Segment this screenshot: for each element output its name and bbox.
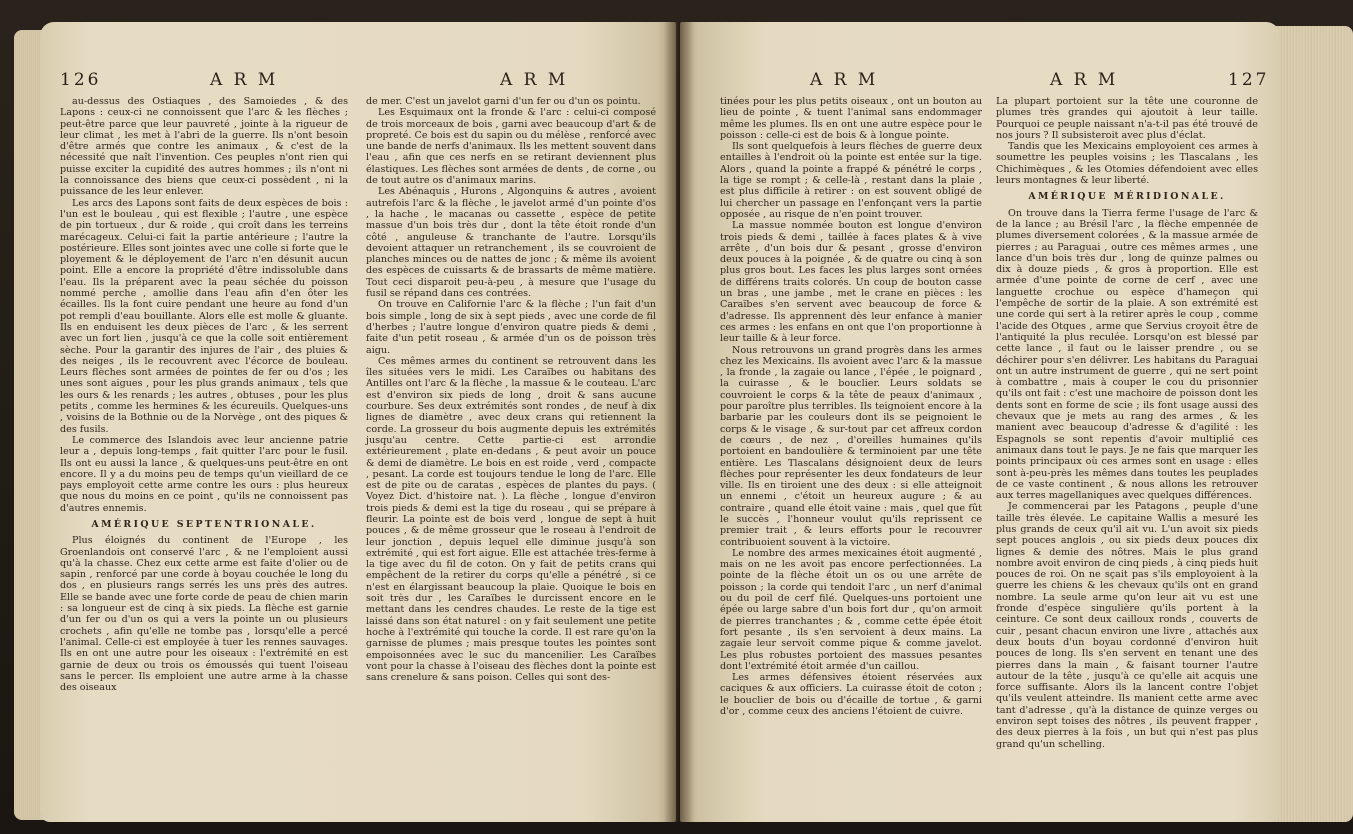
left-running-head-1: A R M: [210, 70, 279, 90]
paragraph: Les arcs des Lapons sont faits de deux espèces de bois : l'un est le bouleau , qui est flexible ; l'autre , une espèce de pin tortueux , dur & roide , qui croît dans les terreins marécageux. Celui-ci fait la partie antérieure ; l'autre la postérieure. Elles sont jointes avec une colle si forte que le ployement & le déployement de l'arc n'en désunit aucun point. Elle a encore la propriété d'être indissoluble dans l'eau. Ils la préparent avec la peau séchée du poisson nommé perche , amollie dans l'eau afin d'en ôter les écailles. Ils la font cuire pendant une heure au fond d'un pot rempli d'eau bouillante. Alors elle est molle & gluante. Ils en enduisent les deux pièces de l'arc , & les serrent avec un fort lien , jusqu'à ce que la colle soit entièrement sèche. Pour la garantir des injures de l'air , des pluies & des neiges , ils le recouvrent avec l'écorce de bouleau. Leurs flèches sont armées de pointes de fer ou d'os ; les unes sont aigues , pour les plus grands animaux , tels que les ours & les renards ; les autres , obtuses , pour les plus petits , comme les hermines & les écureuils. Quelques-uns , voisins de la Bothnie ou de la Norvège , ont des piques & des fusils.: [60, 197, 348, 435]
left-running-head-2: A R M: [500, 70, 569, 90]
paragraph: tinées pour les plus petits oiseaux , ont un bouton au lieu de pointe , & tuent l'animal sans endommager même les plumes. Ils en ont une autre espèce pour le poisson : celle-ci est de bois & à longue pointe.: [720, 96, 982, 141]
book-gutter: [664, 22, 694, 822]
right-page-number: 127: [1228, 70, 1270, 90]
paragraph: au-dessus des Ostiaques , des Samoiedes , & des Lapons : ceux-ci ne connoissent que l'arc & les flèches ; peut-être parce que leur pauvreté , jointe à la rigueur de leur climat , les met à l'abri de la guerre. Ils n'ont besoin d'être armés que contre les animaux , & c'est de la nécessité que naît l'invention. Ces peuples n'ont rien qui puisse exciter la cupidité des autres hommes ; ils n'ont ni la connoissance des biens que ceux-ci possèdent , ni la puissance de les leur enlever.: [60, 96, 348, 198]
paragraph: On trouve dans la Tierra ferme l'usage de l'arc & de la lance ; au Brésil l'arc , la flèche empennée de plumes diversement colorées , & la massue armée de pierres ; au Paraguai , outre ces mêmes armes , une lance d'un bois très dur , long de quinze palmes ou dix à douze pieds , & gros à proportion. Elle est armée d'une pointe de corne de cerf , avec une languette crochue ou espèce d'hameçon qui l'empêche de sortir de la plaie. A son extrémité est une corde qui sert à la retirer après le coup , comme l'acide des Otques , arme que Servius croyoit être de l'antiquité la plus reculée. Lorsqu'on est blessé par cette lance , il faut ou le laisser prendre , ou se déchirer pour s'en délivrer. Les habitans du Paraguai ont un autre instrument de guerre , qui ne sert point à combattre , mais à couper le cou du prisonnier qu'ils ont fait : c'est une machoire de poisson dont les dents sont en forme de scie ; ils font usage aussi des chevaux que je mets au rang des armes , & les manient avec beaucoup d'adresse & d'agilité : les Espagnols se sont repentis d'avoir multiplié ces animaux dans tout le pays. Je ne fais que marquer les points principaux où ces armes sont en usage : elles sont à-peu-près les mêmes dans toutes les peuplades de ce vaste continent , & nous allons les retrouver aux terres magellaniques avec quelques différences.: [996, 207, 1258, 502]
paragraph: Nous retrouvons un grand progrès dans les armes chez les Mexicains. Ils avoient avec l'arc & la massue , la fronde , la zagaie ou lance , l'épée , le poignard , la cuirasse , & le bouclier. Leurs soldats se couvroient le corps & la tête de peaux d'animaux , pour paroître plus terribles. Ils teignoient encore à la barbarie par les couleurs dont ils se peignoient le corps & le visage , & sur-tout par cet affreux cordon de cœurs , de nez , d'oreilles humaines qu'ils portoient en bandoulière & terminoient par une tête entière. Les Tlascalans désignoient deux de leurs flèches pour représenter les deux fondateurs de leur ville. Ils en tiroient une des deux : si elle atteignoit un ennemi , c'étoit un heureux augure ; & au contraire , quand elle étoit vaine : mais , quel que fût le succès , l'honneur voulut qu'ils reprissent ce premier trait , & leurs efforts pour le recouvrer contribuoient souvent à la victoire.: [720, 344, 982, 548]
right-running-head-1: A R M: [810, 70, 879, 90]
paragraph: Tandis que les Mexicains employoient ces armes à soumettre les peuples voisins ; les Tlascalans , les Chichimèques , & les Otomies défendoient avec elles leurs montagnes & leur liberté.: [996, 141, 1258, 187]
right-column-2: [996, 96, 1258, 796]
paragraph: La plupart portoient sur la tête une couronne de plumes très grandes qui ajoutoit à leur taille. Pourquoi ce peuple naissant n'a-t-il pas été trouvé de nos jours ? Il subsisteroit avec plus d'éclat.: [996, 96, 1258, 141]
paragraph: Les armes défensives étoient réservées aux caciques & aux officiers. La cuirasse étoit de coton ; le bouclier de bois ou d'écaille de tortue , & garni d'or , comme ceux des anciens l'étoient de cuivre.: [720, 672, 982, 718]
paragraph: On trouve en Californie l'arc & la flèche ; l'un fait d'un bois simple , long de six à sept pieds , avec une corde de fil d'herbes ; l'autre longue d'environ quatre pieds & demi , faite d'un petit roseau , & armée d'un os de poisson très aigu.: [366, 299, 656, 356]
section-title: AMÉRIQUE SEPTENTRIONALE.: [91, 518, 317, 530]
left-page: [40, 22, 676, 822]
right-column-1: [720, 96, 982, 796]
paragraph: Les Esquimaux ont la fronde & l'arc : celui-ci composé de trois morceaux de bois , garni avec beaucoup d'art & de propreté. Ce bois est du sapin ou du mélèse , renforcé avec une bande de nerfs d'animaux. Ils les mettent souvent dans l'eau , afin que ces nerfs en se retirant deviennent plus élastiques. Les flèches sont armées de dents , de corne , ou de tout autre os d'animaux marins.: [366, 107, 656, 187]
paragraph: Je commencerai par les Patagons , peuple d'une taille très élevée. Le capitaine Wallis a mesuré les plus grands de ceux qu'il ait vu. L'un avoit six pieds sept pouces anglois , ou six pieds deux pouces dix lignes & demie des nôtres. Mais le plus grand nombre avoit environ de cinq pieds , à cinq pieds huit pouces de roi. On ne sçait pas s'ils employoient à la guerre les chiens & les chevaux qu'ils ont en grand nombre. La seule arme qu'on leur ait vu est une fronde d'espèce singulière qu'ils portent à la ceinture. Ce sont deux cailloux ronds , couverts de cuir , pesant chacun environ une livre , attachés aux deux bouts d'un boyau cordonné d'environ huit pouces de long. Ils s'en servent en tenant une des pierres dans la main , & faisant tourner l'autre autour de la tête , jusqu'à ce qu'elle ait acquis une force suffisante. Alors ils la lancent contre l'objet qu'ils veulent atteindre. Ils manient cette arme avec tant d'adresse , qu'à la distance de quinze verges ou environ sept toises des nôtres , ils peuvent frapper , des deux pierres à la fois , un but qui n'est pas plus grand qu'un schelling.: [996, 501, 1258, 750]
paragraph: Ces mêmes armes du continent se retrouvent dans les îles situées vers le midi. Les Caraïbes ou habitans des Antilles ont l'arc & la flèche , la massue & le couteau. L'arc est d'environ six pieds de long , droit & sans aucune courbure. Ses deux extrémités sont rondes , de neuf à dix lignes de diamètre , avec deux crans qui retiennent la corde. La grosseur du bois augmente depuis les extrémités jusqu'au centre. Cette partie-ci est arrondie extérieurement , plate en-dedans , & peut avoir un pouce & demi de diamètre. Le bois en est roide , verd , compacte , pesant. La corde est toujours tendue le long de l'arc. Elle est de pite ou de caratas , espèces de plantes du pays. ( Voyez Dict. d'histoire nat. ). La flèche , longue d'environ trois pieds & demi est la tige du roseau , qui se prépare à fleurir. La pointe est de bois verd , longue de sept à huit pouces , & de même grosseur que le roseau à l'endroit de leur jonction , depuis lequel elle diminue jusqu'à son extrémité , qui est fort aigue. Elle est attachée très-ferme à la tige avec du fil de coton. On y fait de petits crans qui empêchent de la retirer du corps qu'elle a pénétré , si ce n'est en élargissant beaucoup la plaie. Quoique le bois en soit très dur , les Caraïbes le durcissent encore en le mettant dans les cendres chaudes. Le reste de la tige est laissé dans son état naturel : on y fait seulement une petite hoche à l'extrémité qui touche la corde. Il est rare qu'on la garnisse de plumes ; mais presque toutes les pointes sont empoisonnées avec le suc du mancenilier. Les Caraïbes vont pour la chasse à l'oiseau des flèches dont la pointe est sans crenelure & sans poison. Celles qui sont des-: [366, 355, 656, 684]
left-column-1: [60, 96, 348, 796]
left-column-2: [366, 96, 656, 796]
paragraph: Ils sont quelquefois à leurs flèches de guerre deux entailles à l'endroit où la pointe est entée sur la tige. Alors , quand la pointe a frappé & pénétré le corps , la tige se rompt ; & celle-là , restant dans la plaie , est plus difficile à retirer : on est souvent obligé de lui chercher un passage en l'enfonçant vers la partie opposée , au risque de n'en point trouver.: [720, 141, 982, 220]
left-page-number: 126: [60, 70, 102, 90]
paragraph: Les Abénaquis , Hurons , Algonquins & autres , avoient autrefois l'arc & la flèche , le javelot armé d'un pointe d'os , la hache , le macanas ou cassette , espèce de petite massue d'un bois très dur , dont la tête étoit ronde d'un côté , anguleuse & tranchante de l'autre. Lorsqu'ils devoient attaquer un retranchement , ils se couvroient de planches minces ou de nattes de jonc ; & même ils avoient des espèces de cuissarts & de brassarts de même matière. Tout ceci disparoit peu-à-peu , à mesure que l'usage du fusil se répand dans ces contrées.: [366, 186, 656, 300]
section-title: AMÉRIQUE MÉRIDIONALE.: [1028, 191, 1226, 203]
paragraph: La massue nommée bouton est longue d'environ trois pieds & demi , taillée à faces plates & à vive arrête , d'un bois dur & pesant , grosse d'environ deux pouces à la poignée , & de quatre ou cinq à son plus gros bout. Les faces les plus larges sont ornées de différens traits colorés. Un coup de bouton casse un bras , une jambe , met le crane en pièces : les Caraïbes s'en servent avec beaucoup de force & d'adresse. Ils apprennent dès leur enfance à manier ces armes : les enfans en ont que l'on proportionne à leur taille & à leur force.: [720, 220, 982, 345]
paragraph: de mer. C'est un javelot garni d'un fer ou d'un os pointu.: [366, 96, 641, 107]
paragraph: Le nombre des armes mexicaines étoit augmenté , mais on ne les avoit pas encore perfectionnées. La pointe de la flèche étoit un os ou une arrête de poisson ; la corde qui tendoit l'arc , un nerf d'animal ou du poil de cerf filé. Quelques-uns portoient une épée ou large sabre d'un bois fort dur , qu'on armoit de pierres tranchantes ; & , comme cette épée étoit fort pesante , ils s'en servoient à deux mains. La zagaie leur servoit comme pique & comme javelot. Les plus robustes portoient des massues pesantes dont l'extrémité étoit armée d'un caillou.: [720, 547, 982, 672]
paragraph: Plus éloignés du continent de l'Europe , les Groenlandois ont conservé l'arc , & ne l'emploient aussi qu'à la chasse. Chez eux cette arme est faite d'olier ou de sapin , renforcé par une corde à boyau couchée le long du dos , en plusieurs rangs serrés les uns près des autres. Elle se bande avec une forte corde de peau de chien marin : sa longueur est de cinq à six pieds. La flèche est garnie d'un fer ou d'un os qui a vers la pointe un ou plusieurs crochets , afin qu'elle ne tombe pas , lorsqu'elle a percé l'animal. Celle-ci est employée à tuer les rennes sauvages. Ils en ont une autre pour les oiseaux : l'extrémité en est garnie de deux ou trois os émoussés qui tuent l'oiseau sans le percer. Ils emploient une autre arme à la chasse des oiseaux: [60, 535, 348, 694]
right-running-head-2: A R M: [1050, 70, 1119, 90]
right-page: [680, 22, 1280, 822]
right-page-edges: [1270, 26, 1353, 822]
paragraph: Le commerce des Islandois avec leur ancienne patrie leur a , depuis long-temps , fait quitter l'arc pour le fusil. Ils ont eu aussi la lance , & quelques-uns peut-être en ont encore. Il y a du moins peu de temps qu'un vieillard de ce pays employoit cette arme contre les ours : plus heureux que nous du moins en ce point , qu'ils ne connoissent pas d'autres ennemis.: [60, 434, 348, 514]
